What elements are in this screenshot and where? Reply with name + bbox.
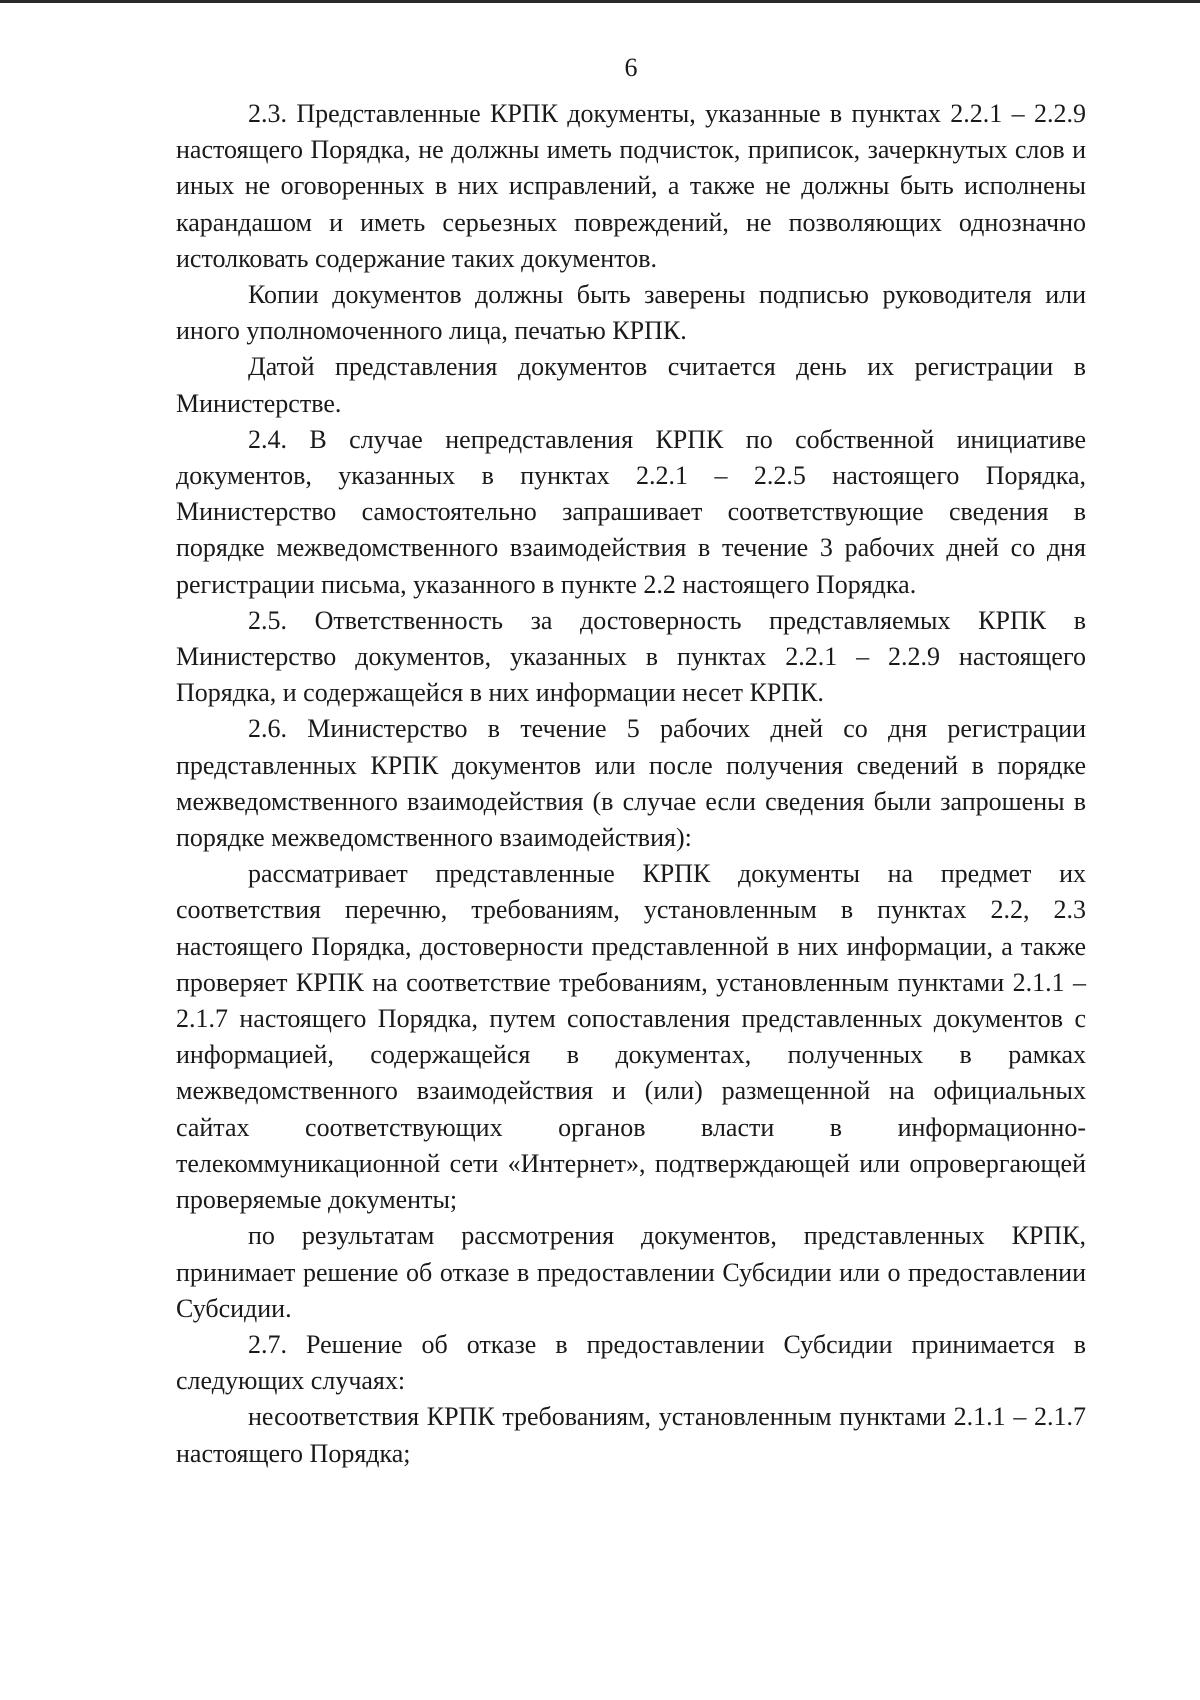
document-page — [176, 50, 1086, 1472]
paragraph-2-3: 2.3. Представленные КРПК документы, указанные в пунктах 2.2.1 – 2.2.9 настоящего Порядка, не должны иметь подчисток, приписок, зачеркнутых слов и иных не оговоренных в них исправлений, а также не должны быть исполнены карандашом и иметь серьезных повреждений, не позволяющих однозначно истолковать содержание таких документов. — [176, 99, 1086, 273]
paragraph-2-7: 2.7. Решение об отказе в предоставлении Субсидии принимается в следующих случаях: — [176, 1329, 1086, 1396]
page-number: 6 — [624, 53, 638, 82]
paragraph-2-6: 2.6. Министерство в течение 5 рабочих дней со дня регистрации представленных КРПК документов или после получения сведений в порядке межведомственного взаимодействия (в случае если сведения были запрошены в порядке межведомственного взаимодействия): — [176, 714, 1086, 853]
paragraph-noncompliance: несоответствия КРПК требованиям, установленным пунктами 2.1.1 – 2.1.7 настоящего Порядка; — [176, 1402, 1086, 1468]
paragraph-decision: по результатам рассмотрения документов, представленных КРПК, принимает решение об отказе в предоставлении Субсидии или о предоставлении Субсидии. — [176, 1221, 1086, 1323]
paragraph-2-5: 2.5. Ответственность за достоверность представляемых КРПК в Министерство документов, указанных в пунктах 2.2.1 – 2.2.9 настоящего Порядка, и содержащейся в них информации несет КРПК. — [176, 605, 1086, 708]
paragraph-review: рассматривает представленные КРПК документы на предмет их соответствия перечню, требованиям, установленным в пунктах 2.2, 2.3 настоящего Порядка, достоверности представленной в них информации, а также проверяет КРПК на соответствие требованиям, установленным пунктами 2.1.1 – 2.1.7 настоящего Порядка, путем сопоставления представленных документов с информацией, содержащейся в документах, полученных в рамках межведомственного взаимодействия и (или) размещенной на официальных сайтах соответствующих органов власти в информационно-телекоммуникационной сети «Интернет», подтверждающей или опровергающей проверяемые документы; — [176, 859, 1086, 1215]
paragraph-2-4: 2.4. В случае непредставления КРПК по собственной инициативе документов, указанных в пунктах 2.2.1 – 2.2.5 настоящего Порядка, Министерство самостоятельно запрашивает соответствующие сведения в порядке межведомственного взаимодействия в течение 3 рабочих дней со дня регистрации письма, указанного в пункте 2.2 настоящего Порядка. — [176, 424, 1086, 599]
paragraph-copies: Копии документов должны быть заверены подписью руководителя или иного уполномоченного лица, печатью КРПК. — [176, 280, 1086, 346]
scan-edge — [0, 0, 1200, 3]
paragraph-submission-date: Датой представления документов считается день их регистрации в Министерстве. — [176, 352, 1086, 418]
